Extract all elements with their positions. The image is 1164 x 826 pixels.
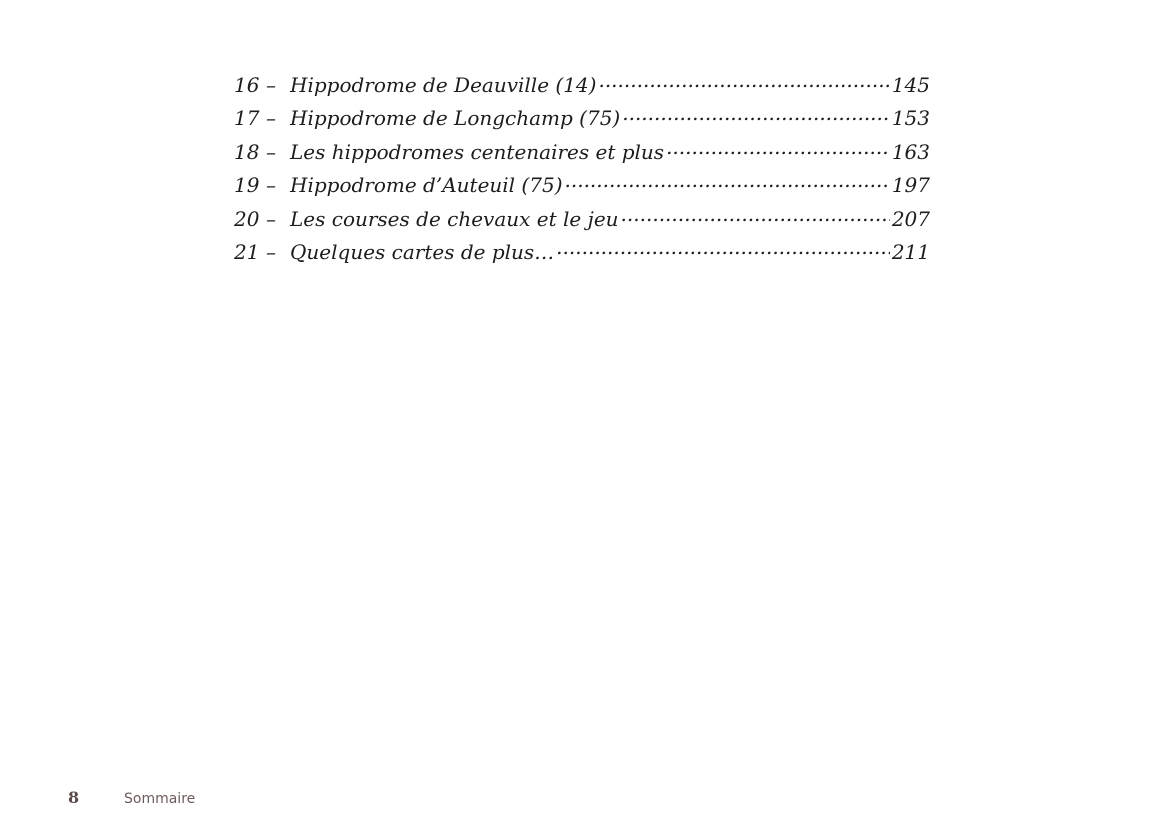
toc-entry-page: 163 bbox=[891, 139, 930, 164]
toc-entry-separator: – bbox=[266, 106, 276, 131]
toc-entry-21[interactable] bbox=[234, 239, 930, 272]
toc-entry-title: Hippodrome de Longchamp (75) bbox=[290, 106, 621, 131]
toc-entry-18[interactable] bbox=[234, 139, 930, 172]
footer-page-number: 8 bbox=[68, 788, 80, 807]
footer-section-title: Sommaire bbox=[124, 791, 196, 807]
page-footer bbox=[68, 788, 195, 807]
toc-entry-title: Hippodrome d’Auteuil (75) bbox=[290, 173, 563, 198]
toc-entry-17[interactable] bbox=[234, 105, 930, 138]
toc-entry-16[interactable] bbox=[234, 72, 930, 105]
toc-entry-20[interactable] bbox=[234, 206, 930, 239]
toc-entry-19[interactable] bbox=[234, 172, 930, 205]
toc-entry-separator: – bbox=[266, 139, 276, 164]
toc-entry-page: 153 bbox=[891, 106, 930, 131]
toc-dot-leader bbox=[622, 105, 890, 125]
toc-entry-number: 17 bbox=[234, 106, 260, 131]
toc-dot-leader bbox=[565, 172, 890, 192]
toc-entry-page: 197 bbox=[891, 173, 930, 198]
table-of-contents bbox=[234, 72, 930, 272]
toc-entry-number: 16 bbox=[234, 73, 260, 97]
toc-entry-number: 19 bbox=[234, 173, 260, 198]
toc-entry-number: 18 bbox=[234, 139, 260, 164]
toc-entry-number: 21 bbox=[234, 239, 260, 264]
toc-entry-page: 207 bbox=[891, 206, 930, 231]
toc-entry-number: 20 bbox=[234, 206, 260, 231]
toc-entry-separator: – bbox=[266, 206, 276, 231]
toc-entry-title: Les courses de chevaux et le jeu bbox=[290, 206, 619, 231]
toc-entry-separator: – bbox=[266, 173, 276, 198]
toc-dot-leader bbox=[598, 72, 889, 92]
toc-dot-leader bbox=[666, 139, 890, 159]
toc-entry-title: Quelques cartes de plus… bbox=[290, 239, 555, 264]
toc-entry-page: 211 bbox=[891, 239, 930, 264]
toc-entry-separator: – bbox=[266, 239, 276, 264]
toc-entry-title: Les hippodromes centenaires et plus bbox=[290, 139, 665, 164]
toc-entry-page: 145 bbox=[891, 73, 930, 97]
toc-dot-leader bbox=[621, 206, 890, 226]
toc-entry-title: Hippodrome de Deauville (14) bbox=[290, 73, 597, 97]
toc-entry-separator: – bbox=[266, 73, 276, 97]
toc-dot-leader bbox=[556, 239, 890, 259]
